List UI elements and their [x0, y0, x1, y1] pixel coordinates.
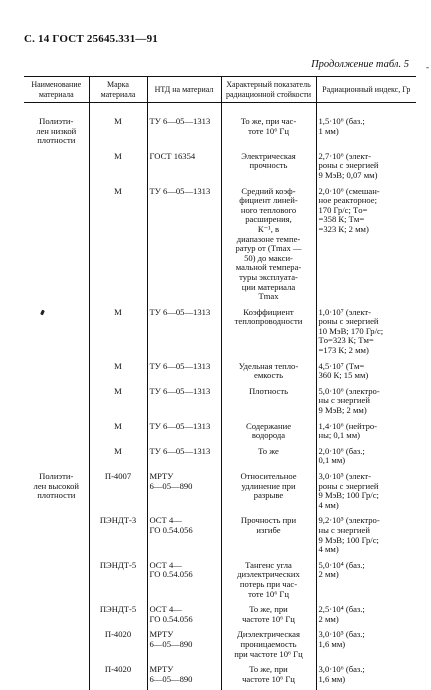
cell-index: 3,0·10⁶ (баз.; 1,6 мм) [316, 665, 416, 684]
cell-material [24, 152, 89, 181]
cell-ntd: ОСТ 4— ГО 0.54.056 [147, 605, 221, 624]
cell-indicator: То же, при частоте 10⁶ Гц [221, 605, 316, 624]
cell-grade: М [89, 187, 147, 302]
cell-index: 2,0·10⁶ (смешан- ное реакторное; 170 Гр/с; Tо= =358 К; Tм= =323 К; 2 мм) [316, 187, 416, 302]
cell-index: 4,5·10⁷ (Tм= 360 К; 15 мм) [316, 362, 416, 381]
margin-dash: - [426, 62, 429, 72]
cell-indicator: Плотность [221, 387, 316, 416]
cell-material [24, 516, 89, 554]
cell-indicator: Прочность при изгибе [221, 516, 316, 554]
cell-material [24, 605, 89, 624]
cell-material [24, 387, 89, 416]
cell-index: 2,7·10⁶ (элект- роны с энергией 9 МэВ; 0,07 мм) [316, 152, 416, 181]
cell-grade: П-4007 [89, 472, 147, 510]
cell-ntd: ТУ 6—05—1313 [147, 362, 221, 381]
cell-material [24, 362, 89, 381]
cell-index: 3,0·10⁵ (элект- роны с энергией 9 МэВ; 100 Гр/с; 4 мм) [316, 472, 416, 510]
cell-ntd: ТУ 6—05—1313 [147, 308, 221, 356]
cell-material [24, 187, 89, 302]
table-row [24, 362, 416, 381]
cell-grade: П-4020 [89, 665, 147, 684]
cell-material [24, 665, 89, 684]
cell-grade: ПЭНДТ-3 [89, 516, 147, 554]
cell-ntd: МРТУ 6—05—890 [147, 630, 221, 659]
cell-index: 3,0·10⁵ (баз.; 1,6 мм) [316, 630, 416, 659]
page-header: С. 14 ГОСТ 25645.331—91 [24, 33, 158, 45]
cell-index: 1,0·10⁷ (элект- роны с энергией 10 МэВ; 170 Гр/с; Tо=323 К; Tм= =173 К; 2 мм) [316, 308, 416, 356]
column-header-grade: Марка материала [89, 77, 147, 103]
column-header-ntd: НТД на материал [147, 77, 221, 103]
cell-indicator: То же, при час- тоте 10⁶ Гц [221, 117, 316, 146]
cell-material [24, 561, 89, 599]
cell-ntd: ТУ 6—05—1313 [147, 422, 221, 441]
table-row [24, 472, 416, 510]
cell-index: 5,0·10⁶ (электро- ны с энергией 9 МэВ; 2 мм) [316, 387, 416, 416]
column-header-material: Наименование материала [24, 77, 89, 103]
cell-material [24, 308, 89, 356]
table-row [24, 516, 416, 554]
table-row [24, 422, 416, 441]
cell-indicator: То же [221, 447, 316, 466]
radiation-index-table [24, 76, 416, 690]
cell-ntd: МРТУ 6—05—890 [147, 472, 221, 510]
cell-grade: М [89, 117, 147, 146]
table-row [24, 308, 416, 356]
cell-grade: М [89, 152, 147, 181]
cell-material: Полиэти- лен высокой плотности [24, 472, 89, 510]
cell-indicator: Средний коэф- фициент линей- ного теплового расширения, К⁻¹, в диапазоне темпе- ратур от (Tmax — 50) до макси- мальной темпера- туры эксплуата- ции материала Tmax [221, 187, 316, 302]
cell-index: 1,5·10⁶ (баз.; 1 мм) [316, 117, 416, 146]
cell-material [24, 422, 89, 441]
cell-grade: П-4020 [89, 630, 147, 659]
cell-indicator: Содержание водорода [221, 422, 316, 441]
cell-index: 2,5·10⁴ (баз.; 2 мм) [316, 605, 416, 624]
cell-indicator: Тангенс угла диэлектрических потерь при час- тоте 10⁶ Гц [221, 561, 316, 599]
table-row [24, 152, 416, 181]
table-row [24, 630, 416, 659]
cell-index: 5,0·10⁴ (баз.; 2 мм) [316, 561, 416, 599]
cell-grade: М [89, 308, 147, 356]
column-header-indicator: Характерный показатель радиационной стойкости [221, 77, 316, 103]
cell-index: 1,4·10⁶ (нейтро- ны; 0,1 мм) [316, 422, 416, 441]
cell-index: 2,0·10⁶ (баз.; 0,1 мм) [316, 447, 416, 466]
cell-indicator: Коэффициент теплопроводности [221, 308, 316, 356]
cell-ntd: ТУ 6—05—1313 [147, 447, 221, 466]
cell-ntd: ГОСТ 16354 [147, 152, 221, 181]
cell-grade: М [89, 387, 147, 416]
cell-grade: ПЭНДТ-5 [89, 605, 147, 624]
cell-indicator: Относительное удлинение при разрыве [221, 472, 316, 510]
cell-grade: ПЭНДТ-5 [89, 561, 147, 599]
cell-indicator: То же, при частоте 10⁶ Гц [221, 665, 316, 684]
table-row [24, 561, 416, 599]
cell-material [24, 630, 89, 659]
table-row [24, 665, 416, 684]
cell-indicator: Электрическая прочность [221, 152, 316, 181]
cell-grade: М [89, 447, 147, 466]
cell-indicator: Удельная тепло- емкость [221, 362, 316, 381]
table-continuation-caption: Продолжение табл. 5 [311, 59, 409, 70]
cell-grade: М [89, 422, 147, 441]
table-row [24, 187, 416, 302]
table-header-row [24, 77, 416, 103]
column-header-index: Радиационный индекс, Гр [316, 77, 416, 103]
cell-ntd: ТУ 6—05—1313 [147, 387, 221, 416]
cell-ntd: ОСТ 4— ГО 0.54.056 [147, 561, 221, 599]
cell-material [24, 447, 89, 466]
cell-grade: М [89, 362, 147, 381]
cell-indicator: Диэлектрическая проницаемость при частоте 10⁶ Гц [221, 630, 316, 659]
cell-ntd: ОСТ 4— ГО 0.54.056 [147, 516, 221, 554]
table-row [24, 387, 416, 416]
cell-material: Полиэти- лен низкой плотности [24, 117, 89, 146]
table-body [24, 103, 416, 690]
table-row [24, 447, 416, 466]
table-row [24, 605, 416, 624]
table-row [24, 117, 416, 146]
cell-ntd: ТУ 6—05—1313 [147, 117, 221, 146]
cell-ntd: ТУ 6—05—1313 [147, 187, 221, 302]
cell-index: 9,2·10⁵ (электро- ны с энергией 9 МэВ; 100 Гр/с; 4 мм) [316, 516, 416, 554]
cell-ntd: МРТУ 6—05—890 [147, 665, 221, 684]
